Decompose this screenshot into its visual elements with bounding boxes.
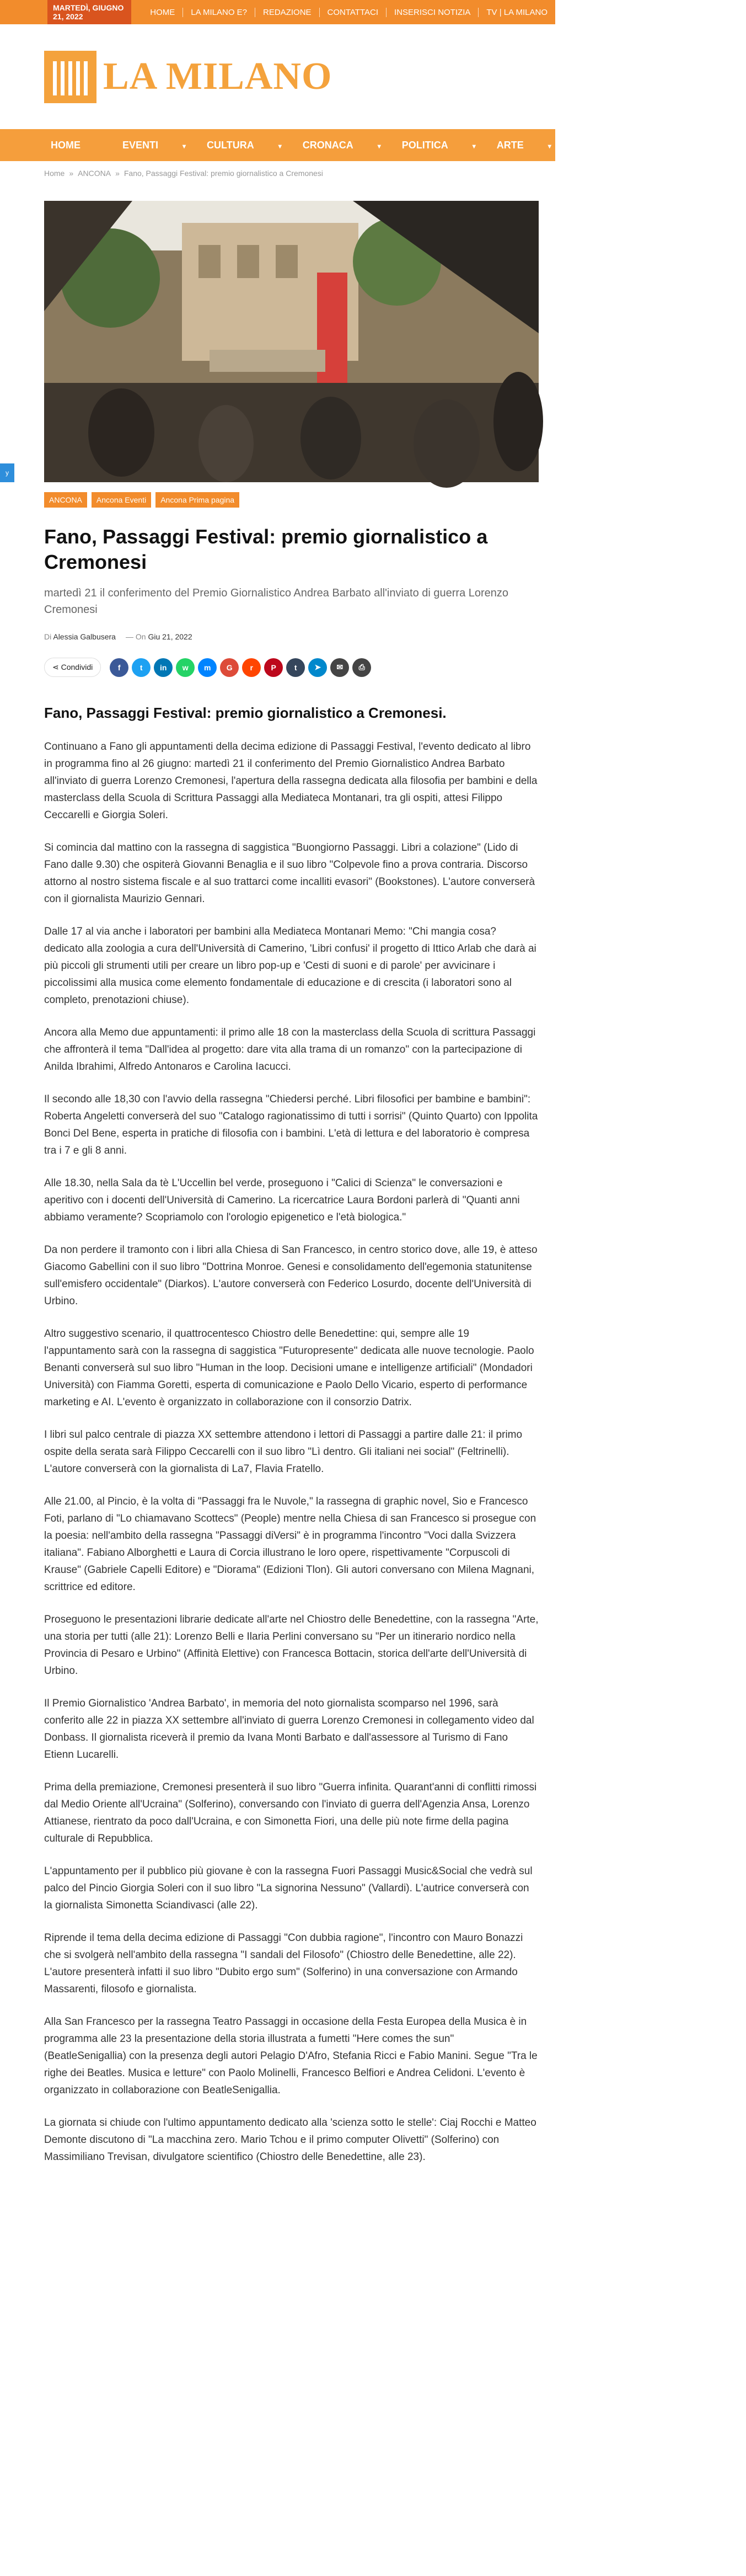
article-paragraph: Riprende il tema della decima edizione di Passaggi "Con dubbia ragione", l'incontro con Mauro Bonazzi che si svolgerà nell'ambito della rassegna "I sandali del Filosofo" (Chiostro delle Benedettine, alle 22). L'autore presenterà infatti il suo libro "Dubito ergo sum" (Solferino) in una conversazione con Armando Massarenti, filosofo e giornalista. [44,1932,523,1995]
article-paragraph: Prima della premiazione, Cremonesi presenterà il suo libro "Guerra infinita. Quarant'anni di conflitti rimossi dal Medio Oriente all'Ucraina" (Solferino), conversando con l'inviato di guerra dell'Agenzia Ansa, Lorenzo Attianese, rientrato da poco dall'Ucraina, e con Simonetta Fiori, una delle più note firme della pagina culturale di Repubblica. [44,1782,537,1844]
author-name[interactable]: Alessia Galbusera [53,632,116,641]
article-paragraph: Altro suggestivo scenario, il quattrocentesco Chiostro delle Benedettine: qui, sempre alle 19 l'appuntamento sarà con la rassegna di saggistica "Futuropresente" dedicata alle nuove tecnologie. Paolo Benanti converserà sul suo libro "Human in the loop. Decisioni umane e intelligenze artificiali" (Mondadori Università) con Fiamma Goretti, esperta di comunicazione e Paolo Dello Vicario, esperto di performance marketing e AI. L'evento è organizzato in collaborazione con il consorzio Datrix. [44,1328,534,1408]
top-nav-link[interactable]: CONTATTACI [320,8,387,17]
breadcrumb-item[interactable]: Fano, Passaggi Festival: premio giornalistico a Cremonesi [124,169,323,178]
article-paragraph: I libri sul palco centrale di piazza XX settembre attendono i lettori di Passaggi a partire dalle 21: il primo ospite della serata sarà Filippo Ceccarelli con il suo libro "Lì dentro. Gli italiani nei social" (Feltrinelli). L'autore converserà con la giornalista di La7, Flavia Fratello. [44,1429,523,1475]
site-logo[interactable] [0,24,555,129]
pinterest-icon[interactable]: P [264,658,283,677]
whatsapp-icon[interactable]: w [176,658,195,677]
breadcrumb-separator: » [69,169,74,178]
article-paragraph: Alle 18.30, nella Sala da tè L'Uccellin bel verde, proseguono i "Calici di Scienza" le conversazioni e aperitivo con i docenti dell'Università di Camerino. La ricercatrice Laura Bordoni parlerà di "Quanti anni abbiamo veramente? Scopriamolo con l'orologio epigenetico e l'età biologica." [44,1177,520,1223]
chevron-down-icon: ▾ [377,142,381,150]
chevron-down-icon: ▾ [650,142,653,150]
date-badge: MARTEDÌ, GIUGNO 21, 2022 [47,0,131,24]
telegram-icon[interactable]: ➤ [308,658,327,677]
author-line [44,632,116,641]
date-line: — On Giu 21, 2022 [125,632,192,641]
google-icon[interactable]: G [220,658,239,677]
messenger-icon[interactable]: m [198,658,217,677]
side-share-tab[interactable]: y [0,463,14,482]
top-nav-link[interactable]: INSERISCI NOTIZIA [387,8,479,17]
nav-item-label: FASHION [674,139,718,151]
article-body [44,738,539,2166]
nav-item-label: HOME [51,139,80,151]
breadcrumb-item[interactable]: ANCONA [78,169,111,178]
nav-item[interactable] [497,140,551,151]
nav-item-label: ARTE [496,139,524,151]
nav-item-label: LIFESTYLE [572,139,626,151]
hero-image [44,201,539,482]
top-nav [142,8,555,17]
breadcrumb [0,161,555,185]
article-paragraph: Il secondo alle 18,30 con l'avvio della rassegna "Chiedersi perché. Libri filosofici per bambine e bambini": Roberta Angeletti converserà del suo "Catalogo ragionatissimo di tutti i sorrisi" (Quinto Quarto) con Ippolita Bonci Del Bene, esperta in pratiche di filosofia con i bambini. L'età di lettura e del laboratorio è compresa tra i 7 e gli 8 anni. [44,1094,538,1156]
top-nav-link[interactable]: LA MILANO E? [183,8,255,17]
main-nav [0,129,746,161]
chevron-down-icon: ▾ [183,142,186,150]
nav-item[interactable] [122,140,186,151]
nav-item[interactable] [402,140,476,151]
article-paragraph: Ancora alla Memo due appuntamenti: il primo alle 18 con la masterclass della Scuola di scrittura Passaggi che affronterà il tema "Dall'idea al progetto: dare vita alla trama di un romanzo" con la partecipazione di Anilda Ibrahimi, Alfredo Antonaros e Carolina Iacucci. [44,1027,536,1073]
article-paragraph: La giornata si chiude con l'ultimo appuntamento dedicato alla 'scienza sotto le stelle': Ciaj Rocchi e Matteo Demonte discutono di "La macchina zero. Mario Tchou e il primo computer Olivetti" (Solferino) con Massimiliano Trevisan, divulgatore scientifico (Chiostro delle Benedettine, alle 23). [44,2117,536,2163]
share-bar [44,658,539,677]
article-paragraph: Si comincia dal mattino con la rassegna di saggistica "Buongiorno Passaggi. Libri a colazione" (Lido di Fano dalle 9.30) che ospiterà Giovanni Benaglia e il suo libro "Colpevole fino a prova contraria. Discorso attorno al nostro sistema fiscale e al suo trattarci come incalliti evasori" (Bookstones). L'autore converserà con il giornalista Maurizio Gennari. [44,842,535,905]
body-title: Fano, Passaggi Festival: premio giornalistico a Cremonesi. [44,705,447,721]
article-subtitle: martedì 21 il conferimento del Premio Giornalistico Andrea Barbato all'inviato di guerra Lorenzo Cremonesi [44,587,509,616]
nav-item-label: POLITICA [401,139,448,151]
nav-item[interactable] [303,140,381,151]
twitter-icon[interactable]: t [132,658,151,677]
author-prefix: Di [44,632,52,641]
top-bar [0,0,555,24]
article-paragraph: Alla San Francesco per la rassegna Teatro Passaggi in occasione della Festa Europea della Musica è in programma alle 23 la presentazione della storia illustrata a fumetti "Here comes the sun" (BeatleSenigallia) con la presenza degli autori Pelagio D'Afro, Stefania Ricci e Fabio Manini. Segue "Tra le righe dei Beatles. Musica e letture" con Paolo Molinelli, Francesco Belfiori e Andrea Celidoni. L'evento è organizzato in collaborazione con BeatleSenigallia. [44,2016,538,2096]
top-nav-link[interactable]: TV | LA MILANO [486,7,548,17]
logo-text: LA MILANO [103,55,332,98]
chevron-down-icon: ▾ [742,142,746,150]
reddit-icon[interactable]: r [242,658,261,677]
date-prefix: On [135,632,146,641]
print-icon[interactable]: ⎙ [352,658,371,677]
nav-item-label: CULTURA [207,139,254,151]
category-tag[interactable]: Ancona Prima pagina [155,492,239,508]
category-tag[interactable]: Ancona Eventi [92,492,151,508]
article-date: Giu 21, 2022 [148,632,192,641]
breadcrumb-separator: » [115,169,120,178]
facebook-icon[interactable]: f [110,658,128,677]
share-label: Condividi [61,663,93,671]
article [44,492,539,2166]
nav-item[interactable] [572,140,653,151]
breadcrumb-item[interactable]: Home [44,169,65,178]
article-paragraph: L'appuntamento per il pubblico più giovane è con la rassegna Fuori Passaggi Music&Social che vedrà sul palco del Pincio Giorgia Soleri con il suo libro "La signorina Nessuno" (Vallardi). L'autrice converserà con la giornalista Simonetta Sciandivasci (alle 22). [44,1865,533,1911]
category-tags [44,492,539,508]
share-icon: ⋖ [52,663,61,671]
logo-columns-icon [44,51,96,103]
top-nav-link[interactable]: HOME [142,8,183,17]
linkedin-icon[interactable]: in [154,658,173,677]
article-paragraph: Proseguono le presentazioni librarie dedicate all'arte nel Chiostro delle Benedettine, con la rassegna "Arte, una storia per tutti (alle 21): Lorenzo Belli e Ilaria Perlini conversano su "Per un itinerario nordico nella Provincia di Pesaro e Urbino" (Affinità Elettive) con Francesca Bottacin, storica dell'arte dell'Università di Urbino. [44,1614,539,1677]
nav-item[interactable] [207,140,282,151]
article-paragraph: Il Premio Giornalistico 'Andrea Barbato', in memoria del noto giornalista scomparso nel 1996, sarà conferito alle 22 in piazza XX settembre all'inviato di guerra Lorenzo Cremonesi in collegamento video dal Donbass. Il giornalista riceverà il premio da Ivana Monti Barbato e dall'assessore al Turismo di Fano Etienn Lucarelli. [44,1698,534,1761]
article-title: Fano, Passaggi Festival: premio giornalistico a Cremonesi [44,525,488,573]
nav-item[interactable] [674,140,746,151]
article-paragraph: Continuano a Fano gli appuntamenti della decima edizione di Passaggi Festival, l'evento dedicato al libro in programma fino al 26 giugno: martedì 21 il conferimento del Premio Giornalistico Andrea Barbato all'inviato di guerra Lorenzo Cremonesi, l'apertura della rassegna dedicata alla filosofia per bambini e della masterclass della Scuola di Scrittura Passaggi alla Mediateca Montanari, tra gli ospiti, attesi Filippo Ceccarelli e Giorgia Soleri. [44,741,538,821]
article-paragraph: Alle 21.00, al Pincio, è la volta di "Passaggi fra le Nuvole," la rassegna di graphic novel, Sio e Francesco Foti, parlano di "Lo chiamavano Scottecs" (People) mentre nella Chiesa di san Francesco si prosegue con la poesia: nell'ambito della rassegna "Passaggi diVersi" è in programma l'incontro "Voci dalla Svizzera italiana". Fabiano Alborghetti e Laura di Corcia illustrano le loro opere, rispettivamente "Corpuscoli di Krause" (Gabriele Capelli Editore) e "Diorama" (Edizioni Tlon). Gli autori conversano con Milena Magnani, scrittrice ed editore. [44,1496,536,1593]
article-meta [44,632,539,641]
nav-item[interactable] [51,140,101,151]
article-paragraph: Dalle 17 al via anche i laboratori per bambini alla Mediateca Montanari Memo: "Chi mangia cosa? dedicato alla zoologia a cura dell'Università di Camerino, 'Libri confusi' il progetto di Ittico Arlab che darà ai più piccoli gli strumenti utili per creare un libro pop-up e 'Cesti di suoni e di parole' per avvicinare i piccolissimi alla musica come elemento fondamentale di educazione e di crescita (i laboratori sono al completo, prenotazioni chiuse). [44,926,536,1006]
share-label-button[interactable] [44,658,101,677]
chevron-down-icon: ▾ [278,142,282,150]
tumblr-icon[interactable]: t [286,658,305,677]
article-paragraph: Da non perdere il tramonto con i libri alla Chiesa di San Francesco, in centro storico dove, alle 19, è atteso Giacomo Gabellini con il suo libro "Dottrina Monroe. Genesi e consolidamento dell'egemonia statunitense sull'emisfero occidentale" (Diarkos). L'autore converserà con Federico Losurdo, docente dell'Università di Urbino. [44,1244,538,1307]
category-tag[interactable]: ANCONA [44,492,87,508]
event-photo [44,201,539,482]
email-icon[interactable]: ✉ [330,658,349,677]
nav-item-label: CRONACA [302,139,353,151]
chevron-down-icon: ▾ [548,142,551,150]
top-nav-link[interactable]: REDAZIONE [255,8,320,17]
chevron-down-icon: ▾ [472,142,476,150]
nav-item-label: EVENTI [122,139,159,151]
